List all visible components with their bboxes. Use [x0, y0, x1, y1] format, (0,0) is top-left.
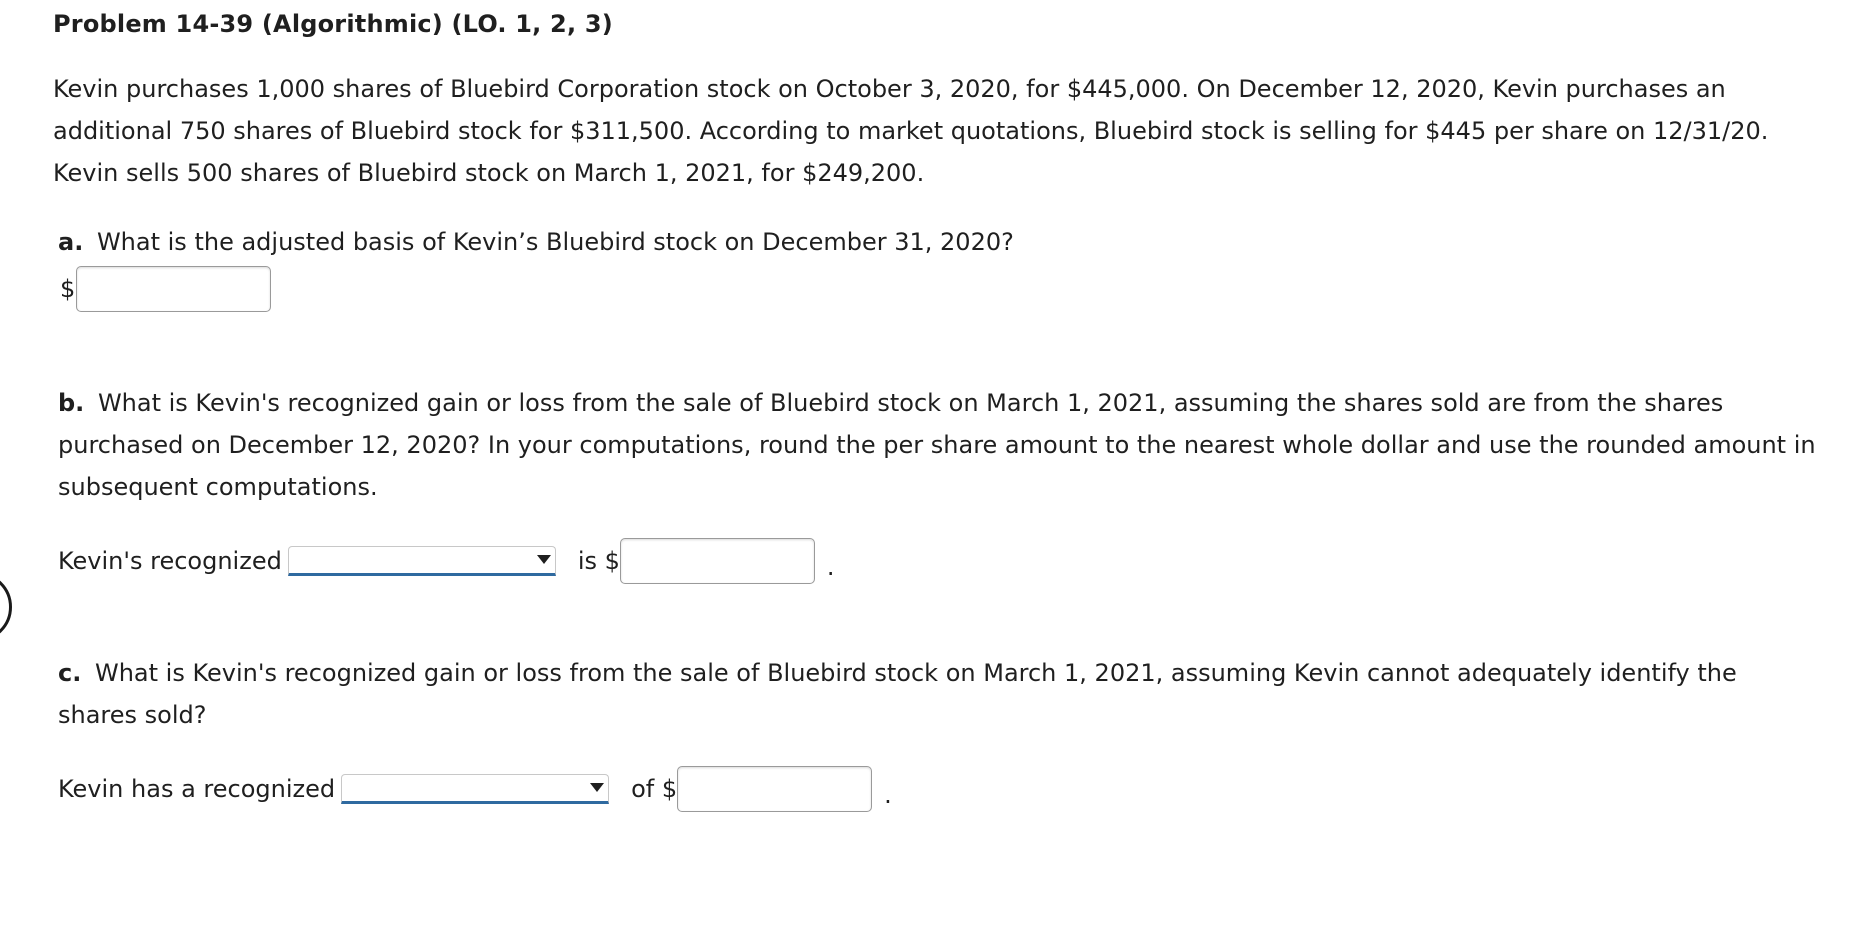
- part-b-question-text: What is Kevin's recognized gain or loss from the sale of Bluebird stock on March 1, 2021, assuming the shares sold are from the shares purchased on December 12, 2020? In your computations, round the per share amount to the nearest whole dollar and use the rounded amount in subsequent computations.: [58, 389, 1816, 501]
- part-b-period: .: [826, 553, 835, 581]
- part-a-letter: a.: [58, 228, 84, 256]
- part-b-question: [58, 382, 1818, 508]
- side-circle-icon: [0, 572, 12, 642]
- problem-intro: Kevin purchases 1,000 shares of Bluebird Corporation stock on October 3, 2020, for $445,000. On December 12, 2020, Kevin purchases an additional 750 shares of Bluebird stock for $311,500. According to market quotations, Bluebird stock is selling for $445 per share on 12/31/20. Kevin sells 500 shares of Bluebird stock on March 1, 2021, for $249,200.: [53, 75, 1769, 187]
- part-a-dollar-sign: $: [60, 275, 76, 303]
- part-a-question-text: What is the adjusted basis of Kevin’s Bluebird stock on December 31, 2020?: [96, 228, 1014, 256]
- part-c-question: [58, 652, 1818, 736]
- part-c-answer-row: [58, 766, 892, 812]
- part-b-amount-input[interactable]: [620, 538, 815, 584]
- chevron-down-icon: [537, 555, 551, 564]
- part-b-gain-loss-select[interactable]: [288, 546, 556, 576]
- part-c-middle-label: of $: [631, 775, 678, 803]
- part-c-prefix-label: Kevin has a recognized: [58, 775, 336, 803]
- part-c-period: .: [884, 781, 892, 809]
- part-b-answer-row: [58, 538, 835, 584]
- part-c-amount-input[interactable]: [677, 766, 872, 812]
- part-c-question-text: What is Kevin's recognized gain or loss from the sale of Bluebird stock on March 1, 2021, assuming Kevin cannot adequately identify the shares sold?: [58, 659, 1737, 729]
- part-c-letter: c.: [58, 659, 82, 687]
- chevron-down-icon: [590, 783, 604, 792]
- part-a-answer-row: [60, 266, 271, 312]
- part-b-prefix-label: Kevin's recognized: [58, 547, 282, 575]
- problem-title: Problem 14-39 (Algorithmic) (LO. 1, 2, 3): [53, 10, 613, 38]
- part-a-question: [58, 221, 1818, 263]
- part-a-basis-input[interactable]: [76, 266, 271, 312]
- part-c-gain-loss-select[interactable]: [341, 774, 609, 804]
- part-b-middle-label: is $: [577, 547, 620, 575]
- part-b-letter: b.: [58, 389, 85, 417]
